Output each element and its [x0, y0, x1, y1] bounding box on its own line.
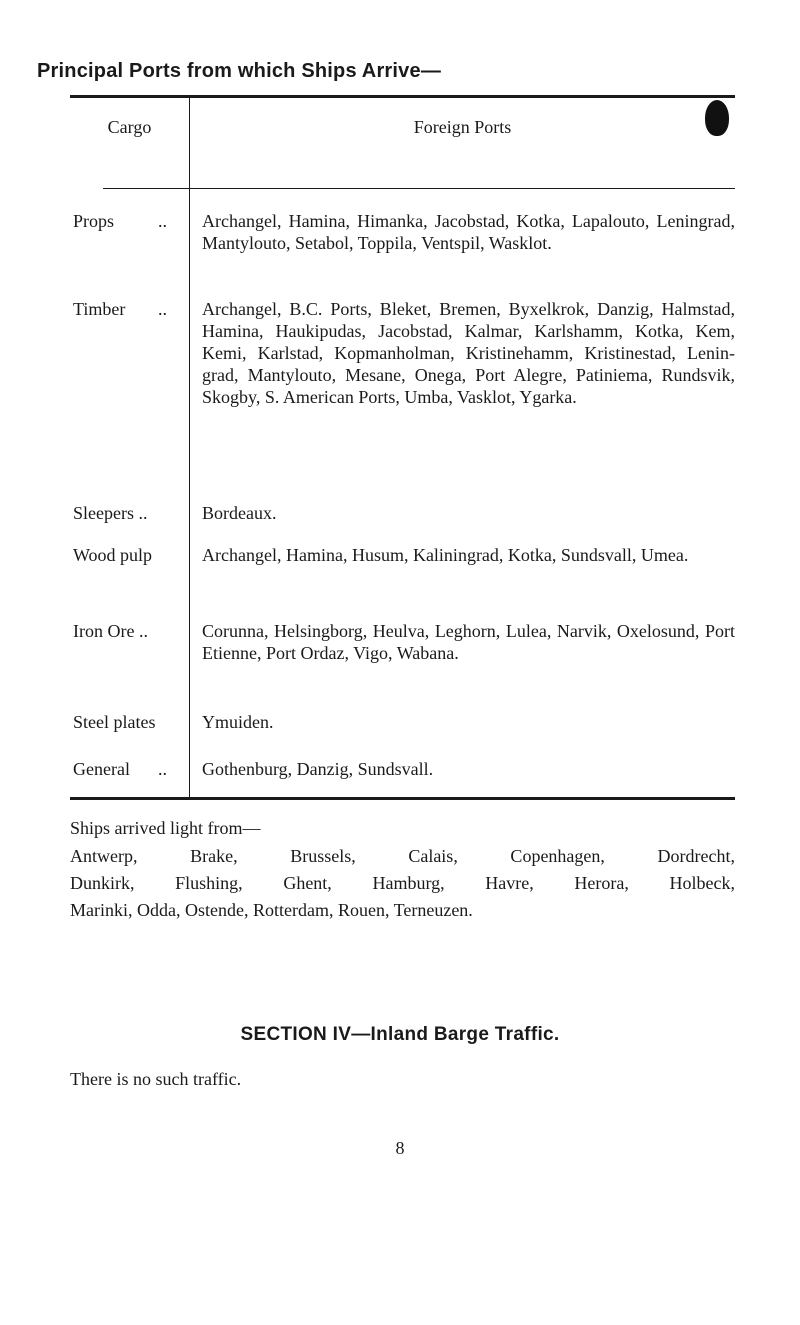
- page-number: 8: [395, 1138, 405, 1158]
- cargo-cell: [73, 210, 183, 232]
- ports-table: [70, 95, 735, 800]
- cargo-label: Wood pulp: [73, 545, 153, 565]
- ink-blot: [705, 100, 729, 136]
- arrived-light-line: Antwerp, Brake, Brussels, Calais, Copenhagen, Dordrecht,: [70, 846, 735, 866]
- page-heading: Principal Ports from which Ships Arrive—: [37, 60, 442, 82]
- column-header-foreign-ports: Foreign Ports: [413, 117, 512, 137]
- cargo-cell: [73, 502, 183, 524]
- cargo-label: Timber: [73, 299, 126, 319]
- ports-cell: Corunna, Helsingborg, Heulva, Leghorn, Lulea, Narvik, Oxelosund, Port Etienne, Port Ordaz, Vigo, Wabana.: [202, 621, 735, 663]
- ports-cell: Ymuiden.: [202, 712, 274, 732]
- header-rule-left: [103, 188, 189, 189]
- leader-dots: ..: [158, 299, 167, 319]
- section-text: There is no such traffic.: [70, 1069, 242, 1089]
- arrived-light-title: Ships arrived light from—: [70, 818, 261, 838]
- cargo-label: Iron Ore ..: [73, 621, 148, 641]
- ports-cell: Archangel, B.C. Ports, Bleket, Bremen, Byxelkrok, Danzig, Halmstad, Hamina, Haukipudas, Jacobstad, Kalmar, Karlshamm, Kotka, Kem, Kemi, Karlstad, Kopmanholman, Kristinehamm, Kristinestad, Lenin-grad, Mantylouto, Mesane, Onega, Port Alegre, Patiniema, Rundsvik, Skogby, S. American Ports, Umba, Vasklot, Ygarka.: [202, 299, 735, 407]
- cargo-cell: [73, 298, 183, 320]
- ports-cell: Bordeaux.: [202, 503, 277, 523]
- section-heading: SECTION IV—Inland Barge Traffic.: [240, 1024, 560, 1045]
- cargo-cell: [73, 620, 183, 642]
- cargo-label: Sleepers ..: [73, 503, 148, 523]
- ports-cell: Gothenburg, Danzig, Sundsvall.: [202, 759, 434, 779]
- arrived-light-line: Marinki, Odda, Ostende, Rotterdam, Rouen, Terneuzen.: [70, 900, 473, 920]
- arrived-light-line: Dunkirk, Flushing, Ghent, Hamburg, Havre, Herora, Holbeck,: [70, 873, 735, 893]
- column-header-cargo: Cargo: [107, 117, 152, 137]
- cargo-label: General: [73, 759, 130, 779]
- arrived-light-list: [70, 843, 735, 924]
- leader-dots: ..: [158, 211, 167, 231]
- cargo-label: Steel plates: [73, 712, 156, 732]
- cargo-label: Props: [73, 211, 115, 231]
- column-divider: [189, 98, 190, 797]
- ports-cell: Archangel, Hamina, Husum, Kaliningrad, Kotka, Sundsvall, Umea.: [202, 545, 689, 565]
- ports-cell: Archangel, Hamina, Himanka, Jacobstad, Kotka, Lapalouto, Leningrad, Mantylouto, Setabol, Toppila, Ventspil, Wasklot.: [202, 211, 735, 253]
- cargo-cell: [73, 758, 183, 780]
- header-rule-right: [189, 188, 735, 189]
- cargo-cell: [73, 711, 183, 733]
- leader-dots: ..: [158, 759, 167, 779]
- cargo-cell: [73, 544, 183, 566]
